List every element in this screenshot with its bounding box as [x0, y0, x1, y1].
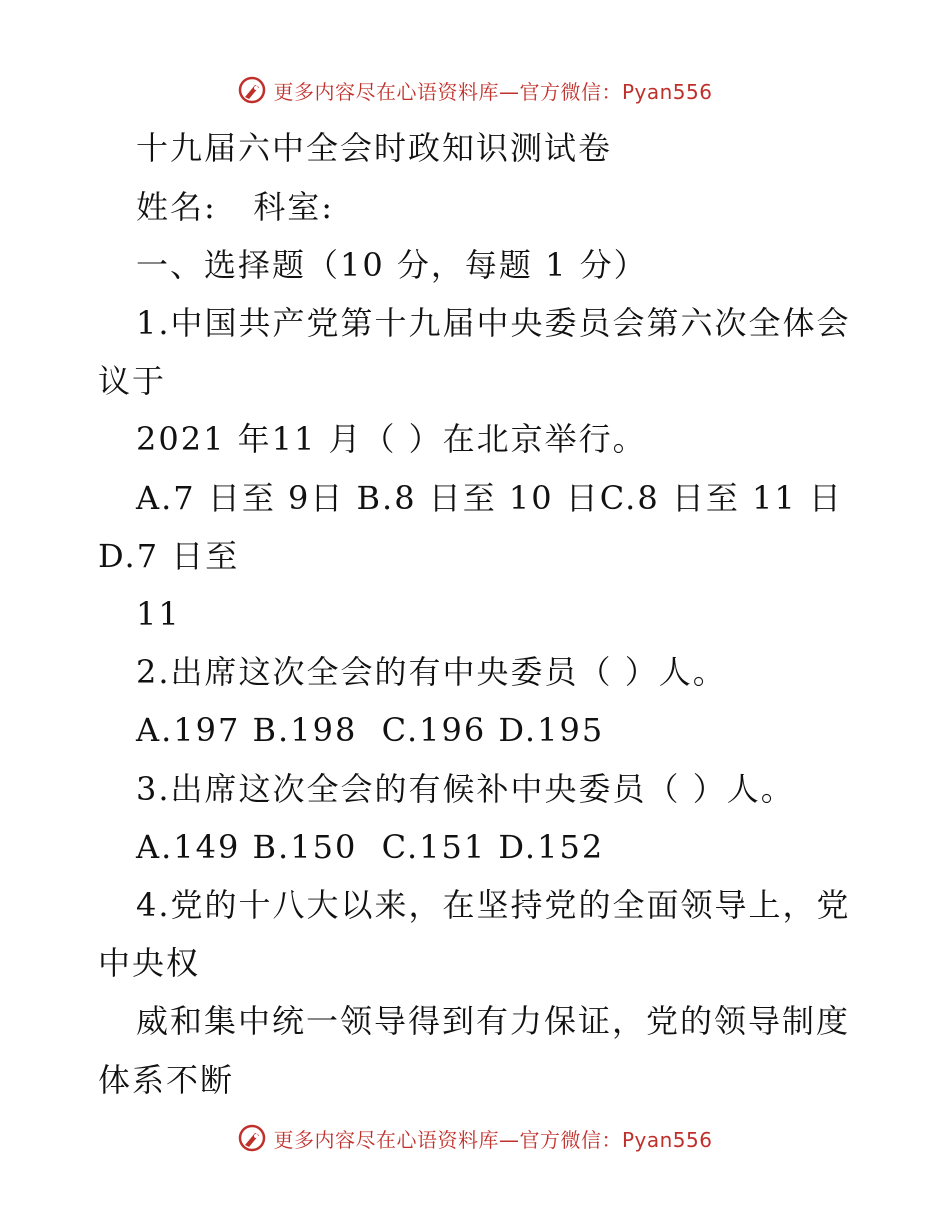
- footer-banner: [0, 1118, 950, 1158]
- name-dept-line: 姓名: 科室:: [136, 188, 335, 226]
- question-2-options: A.197 B.198 C.196 D.195: [136, 711, 605, 749]
- header-banner: [0, 70, 950, 110]
- question-4: 4.党的十八大以来，在坚持党的全面领导上，党: [136, 886, 851, 924]
- document-title: 十九届六中全会时政知识测试卷: [136, 129, 613, 167]
- pen-nib-logo-icon: [237, 1123, 267, 1153]
- question-1-cont: 2021 年11 月（ ）在北京举行。: [136, 420, 647, 458]
- section-heading: 一、选择题（10 分，每题 1 分）: [136, 246, 648, 284]
- question-4-cont: 威和集中统一领导得到有力保证，党的领导制度: [136, 1002, 851, 1040]
- question-3: 3.出席这次全会的有候补中央委员（ ）人。: [136, 770, 795, 808]
- question-3-options: A.149 B.150 C.151 D.152: [136, 828, 605, 866]
- question-2: 2.出席这次全会的有中央委员（ ）人。: [136, 653, 727, 691]
- question-4-cont: 中央权: [98, 944, 201, 982]
- banner-text: 更多内容尽在心语资料库—官方微信：Pyan556: [273, 1127, 713, 1152]
- question-1: 1.中国共产党第十九届中央委员会第六次全体会: [136, 304, 851, 342]
- question-4-cont: 体系不断: [98, 1061, 235, 1099]
- question-1-options-cont: 11: [136, 595, 181, 633]
- question-1-options-cont: D.7 日至: [98, 537, 240, 575]
- pen-nib-logo-icon: [237, 75, 267, 105]
- banner-text: 更多内容尽在心语资料库—官方微信：Pyan556: [273, 79, 713, 104]
- question-1-options: A.7 日至 9日 B.8 日至 10 日C.8 日至 11 日: [136, 479, 843, 517]
- question-1-cont: 议于: [98, 362, 167, 400]
